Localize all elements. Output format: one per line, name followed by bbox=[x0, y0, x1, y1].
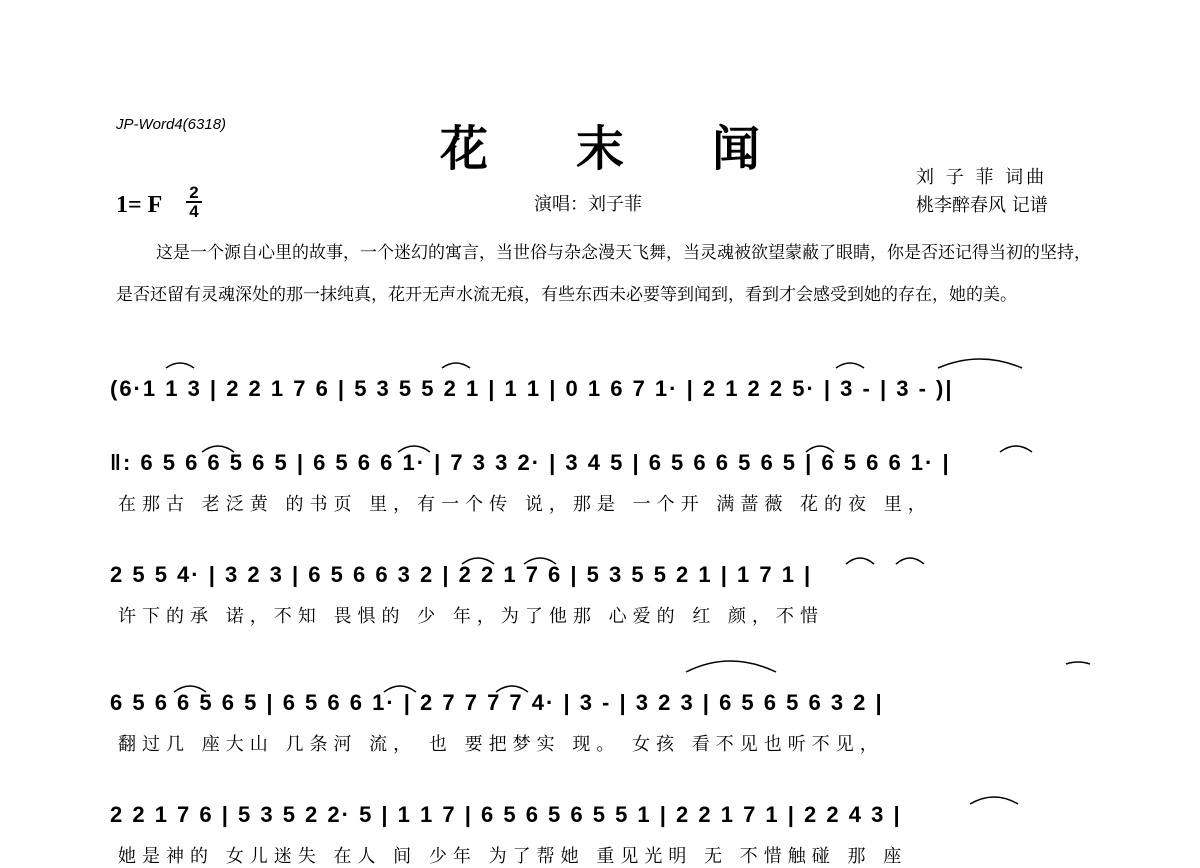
song-title: 花末闻 bbox=[440, 121, 849, 177]
score-lyrics: 她是神的 女儿迷失 在人 间 少年 为了帮她 重见光明 无 不惜触碰 那 座 bbox=[118, 846, 908, 867]
slur bbox=[496, 686, 528, 692]
slur bbox=[1066, 662, 1090, 664]
slur bbox=[166, 363, 194, 368]
score-notes: 2 2 1 7 6 | 5 3 5 2 2· 5 | 1 1 7 | 6 5 6 5 6 5 5 1 | 2 2 1 7 1 | 2 2 4 3 | bbox=[110, 802, 902, 827]
slur bbox=[846, 558, 874, 564]
slur bbox=[202, 446, 234, 452]
slur bbox=[174, 686, 206, 692]
slur bbox=[384, 686, 416, 692]
key-signature: 1= F bbox=[116, 192, 163, 218]
lyricist-credit: 刘 子 菲 词曲 bbox=[916, 167, 1048, 188]
slur bbox=[686, 661, 776, 672]
slur bbox=[970, 797, 1018, 804]
score-lyrics: 翻过几 座大山 几条河 流， 也 要把梦实 现。 女孩 看不见也听不见， bbox=[118, 734, 884, 755]
score-notes: 6 5 6 6 5 6 5 | 6 5 6 6 1· | 2 7 7 7 7 4· | 3 - | 3 2 3 | 6 5 6 5 6 3 2 | bbox=[110, 690, 884, 715]
singer-credit: 演唱：刘子菲 bbox=[534, 194, 642, 215]
slur bbox=[806, 446, 834, 452]
score-notes: (6·1 1 3 | 2 2 1 7 6 | 5 3 5 5 2 1 | 1 1 | 0 1 6 7 1· | 2 1 2 2 5· | 3 - | 3 - )| bbox=[110, 376, 954, 401]
score-lyrics: 许下的承 诺，不知 畏惧的 少 年，为了他那 心爱的 红 颜，不惜 bbox=[118, 606, 825, 627]
slur bbox=[896, 558, 924, 564]
time-denominator: 4 bbox=[189, 202, 199, 221]
slur bbox=[1000, 446, 1032, 452]
slur bbox=[442, 363, 470, 368]
score-notes: ‖: 6 5 6 6 5 6 5 | 6 5 6 6 1· | 7 3 3 2· | 3 4 5 | 6 5 6 6 5 6 5 | 6 5 6 6 1· | bbox=[110, 450, 951, 475]
time-numerator: 2 bbox=[189, 183, 199, 202]
source-tag: JP-Word4(6318) bbox=[116, 116, 227, 133]
score-notes: 2 5 5 4· | 3 2 3 | 6 5 6 6 3 2 | 2 2 1 7 6 | 5 3 5 5 2 1 | 1 7 1 | bbox=[110, 562, 813, 587]
slur bbox=[524, 558, 556, 564]
intro-paragraph: 这是一个源自心里的故事，一个迷幻的寓言，当世俗与杂念漫天飞舞，当灵魂被欲望蒙蔽了眼睛，你是否还记得当初的坚持，是否还留有灵魂深处的那一抹纯真，花开无声水流无痕，有些东西未必要等到闻到，看到才会感受到她的存在，她的美。 bbox=[116, 243, 1091, 305]
slur bbox=[938, 359, 1022, 368]
slur bbox=[836, 363, 864, 368]
slur bbox=[398, 446, 430, 452]
score-lyrics: 在那古 老泛黄 的书页 里，有一个传 说，那是 一个开 满蔷薇 花的夜 里， bbox=[118, 494, 932, 515]
slur bbox=[462, 558, 494, 564]
transcriber-credit: 桃李醉春风 记谱 bbox=[916, 195, 1048, 216]
